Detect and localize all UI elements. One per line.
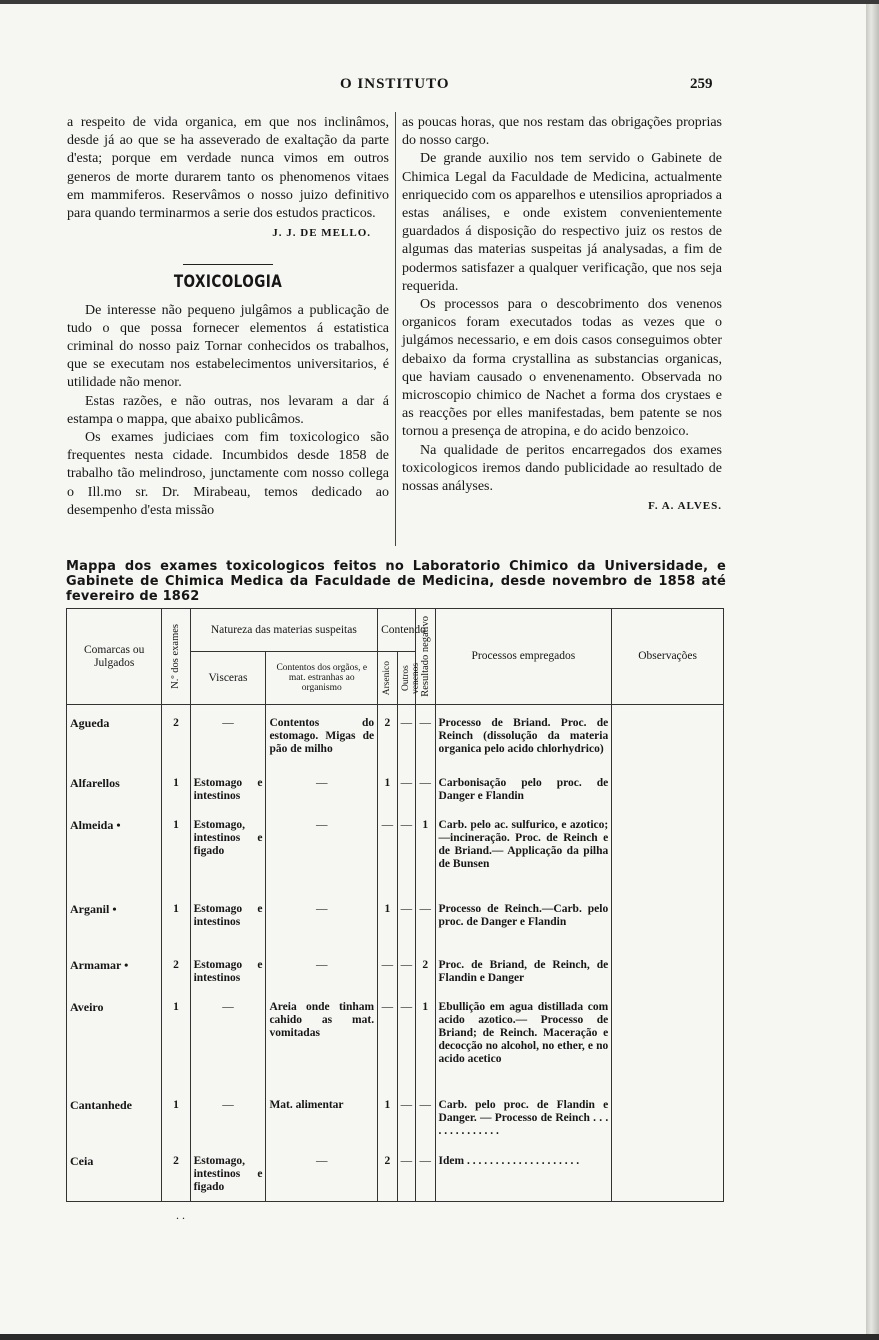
map-title-text: Mappa dos exames toxicologicos feitos no Laboratorio Chimico da Universidade, e Gabinete de Chimica Medica da Faculdade de Medicina, desde novembro de 1858 até fevereiro de 1862: [66, 559, 726, 604]
table-row: [67, 901, 724, 957]
map-title: [66, 559, 726, 604]
page-number: 259: [690, 76, 713, 92]
cell-num: 1: [162, 775, 190, 817]
cell-num: 1: [162, 901, 190, 957]
cell-contentos: Contentos do estomago. Migas de pão de milho: [266, 705, 378, 775]
section-divider: [183, 264, 273, 265]
cell-outros: —: [397, 705, 415, 775]
header-observacoes: Observações: [612, 609, 724, 705]
header-natureza: Natureza das materias suspeitas: [190, 609, 378, 652]
cell-comarca: Arganil •: [67, 901, 162, 957]
cell-visceras: Estomago e intestinos: [190, 901, 266, 957]
cell-obs: [612, 705, 724, 775]
cell-negativo: —: [416, 705, 436, 775]
cell-processos: Ebullição em agua distillada com acido azotico.— Processo de Briand; de Reinch. Maceração e decocção no alcohol, no ether, e no acido acetico: [435, 999, 612, 1097]
cell-obs: [612, 775, 724, 817]
cell-visceras: Estomago e intestinos: [190, 957, 266, 999]
cell-visceras: —: [190, 705, 266, 775]
cell-comarca: Cantanhede: [67, 1097, 162, 1153]
cell-obs: [612, 817, 724, 901]
cell-num: 1: [162, 817, 190, 901]
header-contendo: Contendo: [378, 609, 416, 652]
cell-contentos: —: [266, 901, 378, 957]
left-paragraph-3: Estas razões, e não outras, nos levaram a dar á estampa o mappa, que abaixo publicâmos.: [67, 393, 389, 427]
left-paragraph-1: a respeito de vida organica, em que nos inclinâmos, desde já ao que se ha asseverado de exaltação da parte d'esta; porque em verdade nunca vimos em outros generos de morte durarem tanto os phenomenos vitaes em mammiferos. Reservâmos o nosso juizo definitivo para quando terminarmos a serie dos estudos practicos.: [67, 115, 389, 222]
right-column: [402, 114, 722, 515]
cell-num: 1: [162, 999, 190, 1097]
cell-contentos: —: [266, 1153, 378, 1202]
cell-contentos: Mat. alimentar: [266, 1097, 378, 1153]
cell-outros: —: [397, 999, 415, 1097]
toxicology-table: [66, 608, 724, 1202]
cell-arsenico: 2: [378, 1153, 398, 1202]
cell-arsenico: —: [378, 999, 398, 1097]
cell-num: 2: [162, 1153, 190, 1202]
cell-processos: Processo de Briand. Proc. de Reinch (dissolução da materia organica pelo acido chlorhydrico): [435, 705, 612, 775]
cell-comarca: Ceia: [67, 1153, 162, 1202]
cell-processos: Processo de Reinch.—Carb. pelo proc. de Danger e Flandin: [435, 901, 612, 957]
table-row: [67, 1097, 724, 1153]
cell-obs: [612, 1153, 724, 1202]
cell-outros: —: [397, 901, 415, 957]
cell-negativo: —: [416, 901, 436, 957]
cell-negativo: —: [416, 775, 436, 817]
cell-comarca: Alfarellos: [67, 775, 162, 817]
left-column: [67, 114, 389, 520]
cell-arsenico: 1: [378, 901, 398, 957]
signature-alves: F. A. ALVES.: [648, 500, 722, 513]
cell-processos: Carb. pelo proc. de Flandin e Danger. — Processo de Reinch . . . . . . . . . . . . . .: [435, 1097, 612, 1153]
right-paragraph-1: as poucas horas, que nos restam das obrigações proprias do nosso cargo.: [402, 115, 722, 149]
cell-contentos: —: [266, 957, 378, 999]
cell-outros: —: [397, 1153, 415, 1202]
cell-arsenico: —: [378, 817, 398, 901]
column-divider: [395, 112, 396, 546]
table-row: [67, 705, 724, 775]
cell-negativo: 1: [416, 999, 436, 1097]
header-outros: Outros venenos: [397, 652, 415, 705]
cell-negativo: —: [416, 1153, 436, 1202]
table-row: [67, 1153, 724, 1202]
header-resultado: Resultado negativo: [416, 609, 436, 705]
right-paragraph-4: Na qualidade de peritos encarregados dos exames toxicologicos iremos dando publicidade ao resultado de nossas anályses.: [402, 442, 722, 495]
cell-outros: —: [397, 957, 415, 999]
cell-num: 2: [162, 705, 190, 775]
cell-processos: Carb. pelo ac. sulfurico, e azotico;—incineração. Proc. de Reinch e de Briand.— Applicação da pilha de Bunsen: [435, 817, 612, 901]
table-row: [67, 775, 724, 817]
footer-dots: . .: [176, 1208, 185, 1222]
left-paragraph-4: Os exames judiciaes com fim toxicologico são frequentes nesta cidade. Incumbidos desde 1858 de trabalho tão melindroso, junctamente com nosso collega o Ill.mo sr. Dr. Mirabeau, temos dedicado ao desempenho d'esta missão: [67, 430, 389, 518]
cell-arsenico: —: [378, 957, 398, 999]
table-row: [67, 999, 724, 1097]
cell-num: 2: [162, 957, 190, 999]
cell-contentos: Areia onde tinham cahido as mat. vomitadas: [266, 999, 378, 1097]
table-row: [67, 957, 724, 999]
page-edge: [866, 0, 879, 1340]
left-paragraph-2: De interesse não pequeno julgâmos a publicação de tudo o que possa fornecer elementos á estatistica criminal do nosso paiz Tornar conhecidos os trabalhos, que se executam nos estabelecimentos universitarios, é utilidade não menor.: [67, 302, 389, 391]
header-arsenico: Arsenico: [378, 652, 398, 705]
cell-visceras: Estomago, intestinos e figado: [190, 1153, 266, 1202]
cell-arsenico: 1: [378, 775, 398, 817]
cell-visceras: —: [190, 1097, 266, 1153]
cell-outros: —: [397, 817, 415, 901]
cell-comarca: Armamar •: [67, 957, 162, 999]
header-contentos: Contentos dos orgãos, e mat. estranhas ao organismo: [266, 652, 378, 705]
cell-arsenico: 1: [378, 1097, 398, 1153]
cell-outros: —: [397, 775, 415, 817]
scan-top-border: [0, 0, 879, 4]
cell-negativo: 1: [416, 817, 436, 901]
cell-contentos: —: [266, 817, 378, 901]
cell-obs: [612, 901, 724, 957]
cell-obs: [612, 1097, 724, 1153]
cell-processos: Carbonisação pelo proc. de Danger e Flandin: [435, 775, 612, 817]
cell-outros: —: [397, 1097, 415, 1153]
cell-negativo: 2: [416, 957, 436, 999]
cell-visceras: Estomago, intestinos e figado: [190, 817, 266, 901]
scan-bottom-border: [0, 1334, 879, 1340]
running-title: O INSTITUTO: [340, 76, 450, 92]
header-num-exames: N.º dos exames: [162, 609, 190, 705]
cell-comarca: Agueda: [67, 705, 162, 775]
section-title: TOXICOLOGIA: [173, 272, 283, 293]
header-visceras: Visceras: [190, 652, 266, 705]
cell-comarca: Aveiro: [67, 999, 162, 1097]
cell-obs: [612, 999, 724, 1097]
signature-mello: J. J. DE MELLO.: [272, 227, 371, 240]
cell-contentos: —: [266, 775, 378, 817]
cell-num: 1: [162, 1097, 190, 1153]
cell-comarca: Almeida •: [67, 817, 162, 901]
header-processos: Processos empregados: [435, 609, 612, 705]
cell-processos: Proc. de Briand, de Reinch, de Flandin e Danger: [435, 957, 612, 999]
table-row: [67, 817, 724, 901]
cell-visceras: Estomago e intestinos: [190, 775, 266, 817]
header-comarcas: Comarcas ou Julgados: [67, 609, 162, 705]
cell-negativo: —: [416, 1097, 436, 1153]
right-paragraph-3: Os processos para o descobrimento dos venenos organicos foram executados todas as vezes que o julgámos necessario, e em dois casos conseguimos obter debaixo da forma crystallina as substancias organicas, que haviam causado o envenenamento. Observada no microscopio chimico de Nachet a forma dos crystaes e as reacções por elles manifestadas, bem patente se nos tornou a presença de atropina, e do acido benzoico.: [402, 297, 722, 440]
cell-arsenico: 2: [378, 705, 398, 775]
cell-visceras: —: [190, 999, 266, 1097]
cell-obs: [612, 957, 724, 999]
cell-processos: Idem . . . . . . . . . . . . . . . . . . . .: [435, 1153, 612, 1202]
right-paragraph-2: De grande auxilio nos tem servido o Gabinete de Chimica Legal da Faculdade de Medicina, actualmente enriquecido com os apparelhos e utensilios apropriados a estas análises, e onde existem convenientemente guardados á disposição do respectivo juiz os restos de algumas das materias suspeitas já analysadas, a fim de podermos satisfazer a qualquer verificação, que nos seja requerida.: [402, 151, 722, 294]
